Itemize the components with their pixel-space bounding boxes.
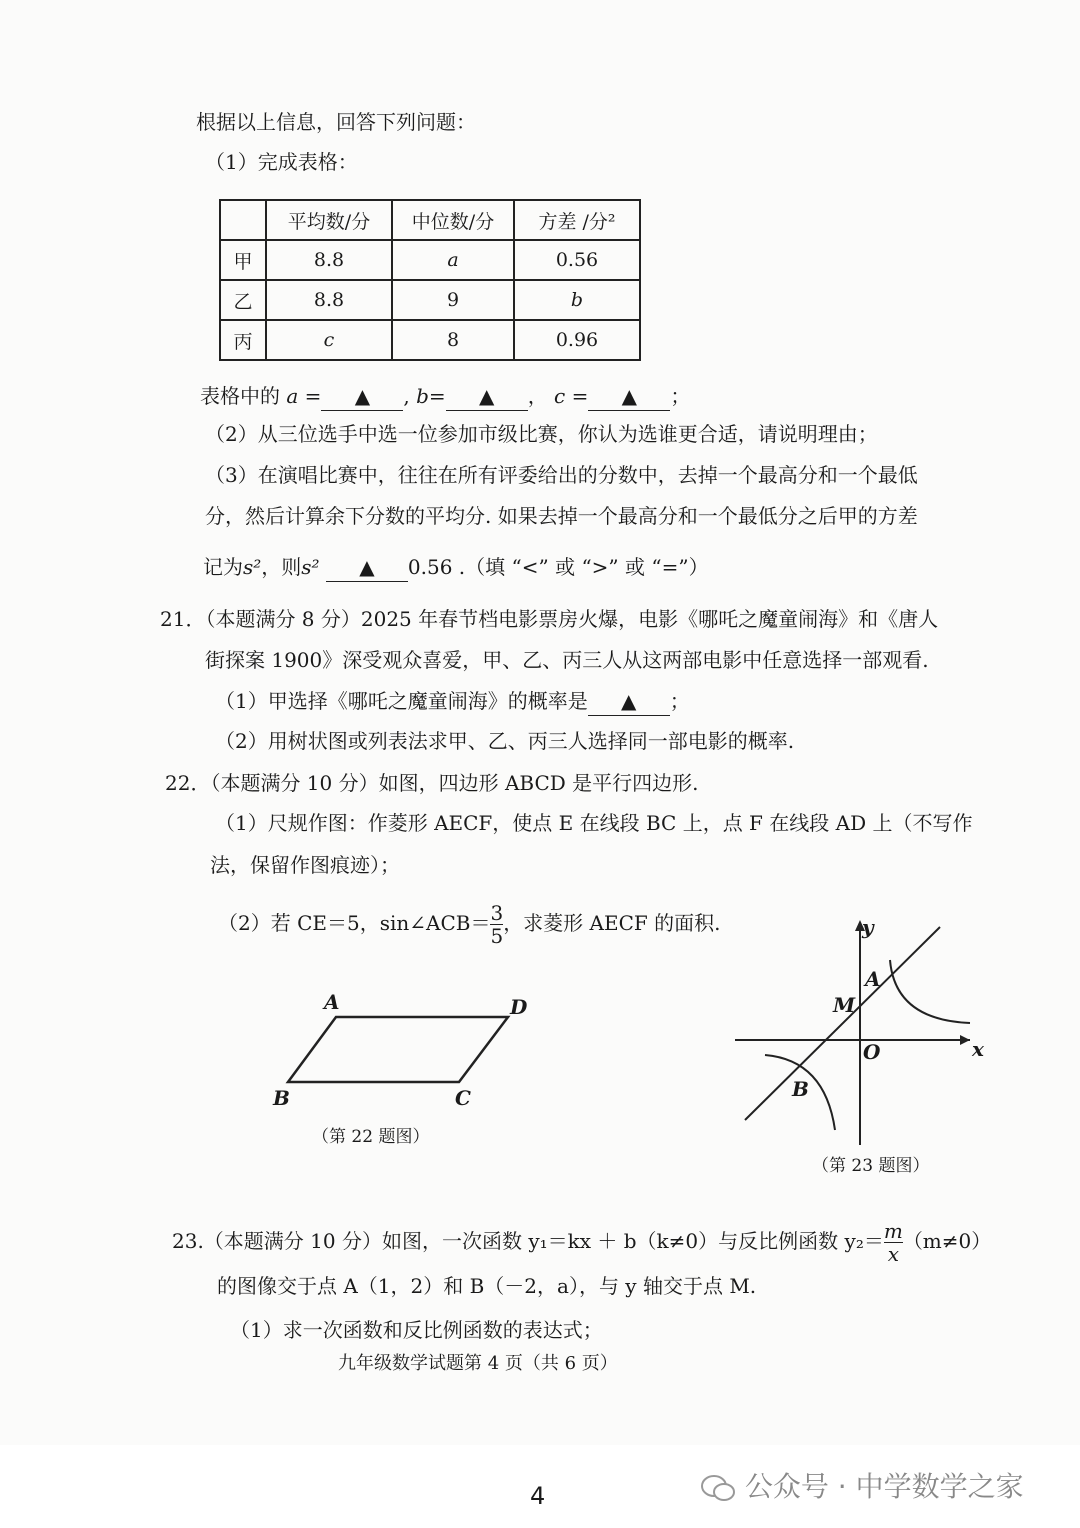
separator: ；	[670, 384, 691, 408]
separator: ，	[527, 384, 548, 408]
fill-b-label: b=	[416, 384, 446, 408]
table-cell: 丙	[220, 320, 266, 360]
fraction-three-fifths	[490, 902, 503, 947]
table-cell: c	[266, 320, 392, 360]
table-cell: 0.96	[514, 320, 640, 360]
question-2: （2）从三位选手中选一位参加市级比赛，你认为选谁更合适，请说明理由；	[205, 422, 878, 446]
answer-blank-probability[interactable]: ▲	[588, 687, 670, 716]
table-row	[220, 240, 640, 280]
separator: ,	[403, 384, 410, 408]
fill-c-label: c =	[554, 384, 589, 408]
q3-mid: ，则	[261, 555, 302, 579]
question-3-line-1: （3）在演唱比赛中，往往在所有评委给出的分数中，去掉一个最高分和一个最低	[205, 463, 918, 487]
table-cell: 0.56	[514, 240, 640, 280]
page-number: 4	[530, 1482, 546, 1510]
question-23-line-2: 的图像交于点 A（1，2）和 B（－2，a），与 y 轴交于点 M.	[217, 1274, 757, 1298]
question-3-line-2: 分，然后计算余下分数的平均分. 如果去掉一个最高分和一个最低分之后甲的方差	[205, 504, 918, 528]
question-23-line-1	[172, 1220, 991, 1265]
page-footer: 九年级数学试题第 4 页（共 6 页）	[338, 1353, 618, 1374]
point-label-b: B	[792, 1077, 809, 1101]
x-axis-arrow	[960, 1035, 970, 1045]
fill-in-line	[200, 382, 690, 411]
fraction-denominator: x	[887, 1242, 899, 1266]
table-header-cell: 平均数/分	[266, 200, 392, 240]
table-cell: 甲	[220, 240, 266, 280]
table-row	[220, 320, 640, 360]
question-21-sub-1	[215, 687, 690, 716]
table-cell: 9	[392, 280, 514, 320]
intro-text: 根据以上信息，回答下列问题：	[196, 110, 476, 134]
question-23-sub-1: （1）求一次函数和反比例函数的表达式；	[230, 1318, 603, 1342]
point-label-d: D	[510, 995, 528, 1019]
q22-sub2-pre: （2）若 CE＝5，sin∠ACB＝	[218, 911, 491, 935]
score-table	[219, 199, 641, 361]
table-header-cell	[220, 200, 266, 240]
point-label-m: M	[833, 993, 856, 1017]
figure-22-caption: （第 22 题图）	[312, 1127, 430, 1147]
table-row	[220, 280, 640, 320]
question-3-line-3	[203, 553, 709, 582]
question-21-line-1: 21．（本题满分 8 分）2025 年春节档电影票房火爆，电影《哪吒之魔童闹海》和《唐人	[160, 607, 939, 631]
separator: ；	[669, 689, 690, 713]
s-squared: s²	[243, 555, 262, 579]
table-cell: a	[392, 240, 514, 280]
fraction-numerator: 3	[490, 901, 504, 925]
fraction-numerator: m	[883, 1219, 903, 1243]
axis-label-x: x	[972, 1037, 984, 1061]
axis-label-y: y	[862, 915, 874, 939]
parallelogram-shape	[288, 1017, 508, 1082]
answer-blank-b[interactable]: ▲	[446, 382, 528, 411]
fill-a-label: a =	[286, 384, 322, 408]
point-label-a: A	[324, 990, 340, 1014]
q22-sub2-post: ，求菱形 AECF 的面积.	[503, 911, 721, 935]
wechat-icon	[700, 1473, 736, 1503]
table-cell: b	[514, 280, 640, 320]
point-label-a: A	[865, 967, 881, 991]
figure-23-graph	[730, 915, 990, 1150]
fraction-m-over-x	[884, 1220, 903, 1265]
watermark-text: 公众号 · 中学数学之家	[744, 1470, 1024, 1503]
q3-pre: 记为	[203, 555, 243, 579]
linear-function-line	[745, 927, 940, 1120]
q21-sub1-text: （1）甲选择《哪吒之魔童闹海》的概率是	[215, 689, 588, 713]
question-22-sub-2	[218, 902, 720, 947]
point-label-b: B	[273, 1086, 290, 1110]
table-cell: 8.8	[266, 240, 392, 280]
point-label-c: C	[455, 1086, 471, 1110]
fill-prefix: 表格中的	[200, 384, 280, 408]
origin-label: O	[863, 1040, 881, 1064]
q23-post: （m≠0）	[902, 1229, 992, 1253]
hyperbola-branch-upper	[890, 960, 970, 1023]
question-21-sub-2: （2）用树状图或列表法求甲、乙、丙三人选择同一部电影的概率.	[215, 729, 795, 753]
question-21-line-2: 街探案 1900》深受观众喜爱，甲、乙、丙三人从这两部电影中任意选择一部观看.	[205, 648, 929, 672]
question-1-label: （1）完成表格：	[205, 150, 358, 174]
answer-blank-c[interactable]: ▲	[588, 382, 670, 411]
question-22-sub-1-line-1: （1）尺规作图：作菱形 AECF，使点 E 在线段 BC 上，点 F 在线段 AD 上（不写作	[215, 811, 973, 835]
table-header-cell: 方差 /分²	[514, 200, 640, 240]
table-cell: 8	[392, 320, 514, 360]
answer-blank-compare[interactable]: ▲	[326, 553, 408, 582]
question-22-line-1: 22．（本题满分 10 分）如图，四边形 ABCD 是平行四边形.	[165, 771, 699, 795]
figure-22-parallelogram	[270, 985, 540, 1115]
q23-pre: 23.（本题满分 10 分）如图，一次函数 y₁＝kx ＋ b（k≠0）与反比例函数 y₂＝	[172, 1229, 884, 1253]
table-cell: 8.8	[266, 280, 392, 320]
table-header-row	[220, 200, 640, 240]
figure-23-caption: （第 23 题图）	[812, 1156, 930, 1176]
fraction-denominator: 5	[490, 924, 504, 948]
question-22-sub-1-line-2: 法，保留作图痕迹）；	[210, 853, 400, 877]
table-cell: 乙	[220, 280, 266, 320]
s-squared: s²	[301, 555, 320, 579]
answer-blank-a[interactable]: ▲	[321, 382, 403, 411]
watermark	[700, 1465, 1024, 1505]
table-header-cell: 中位数/分	[392, 200, 514, 240]
q3-post: 0.56 .（填 “<” 或 “>” 或 “=”）	[407, 555, 709, 579]
